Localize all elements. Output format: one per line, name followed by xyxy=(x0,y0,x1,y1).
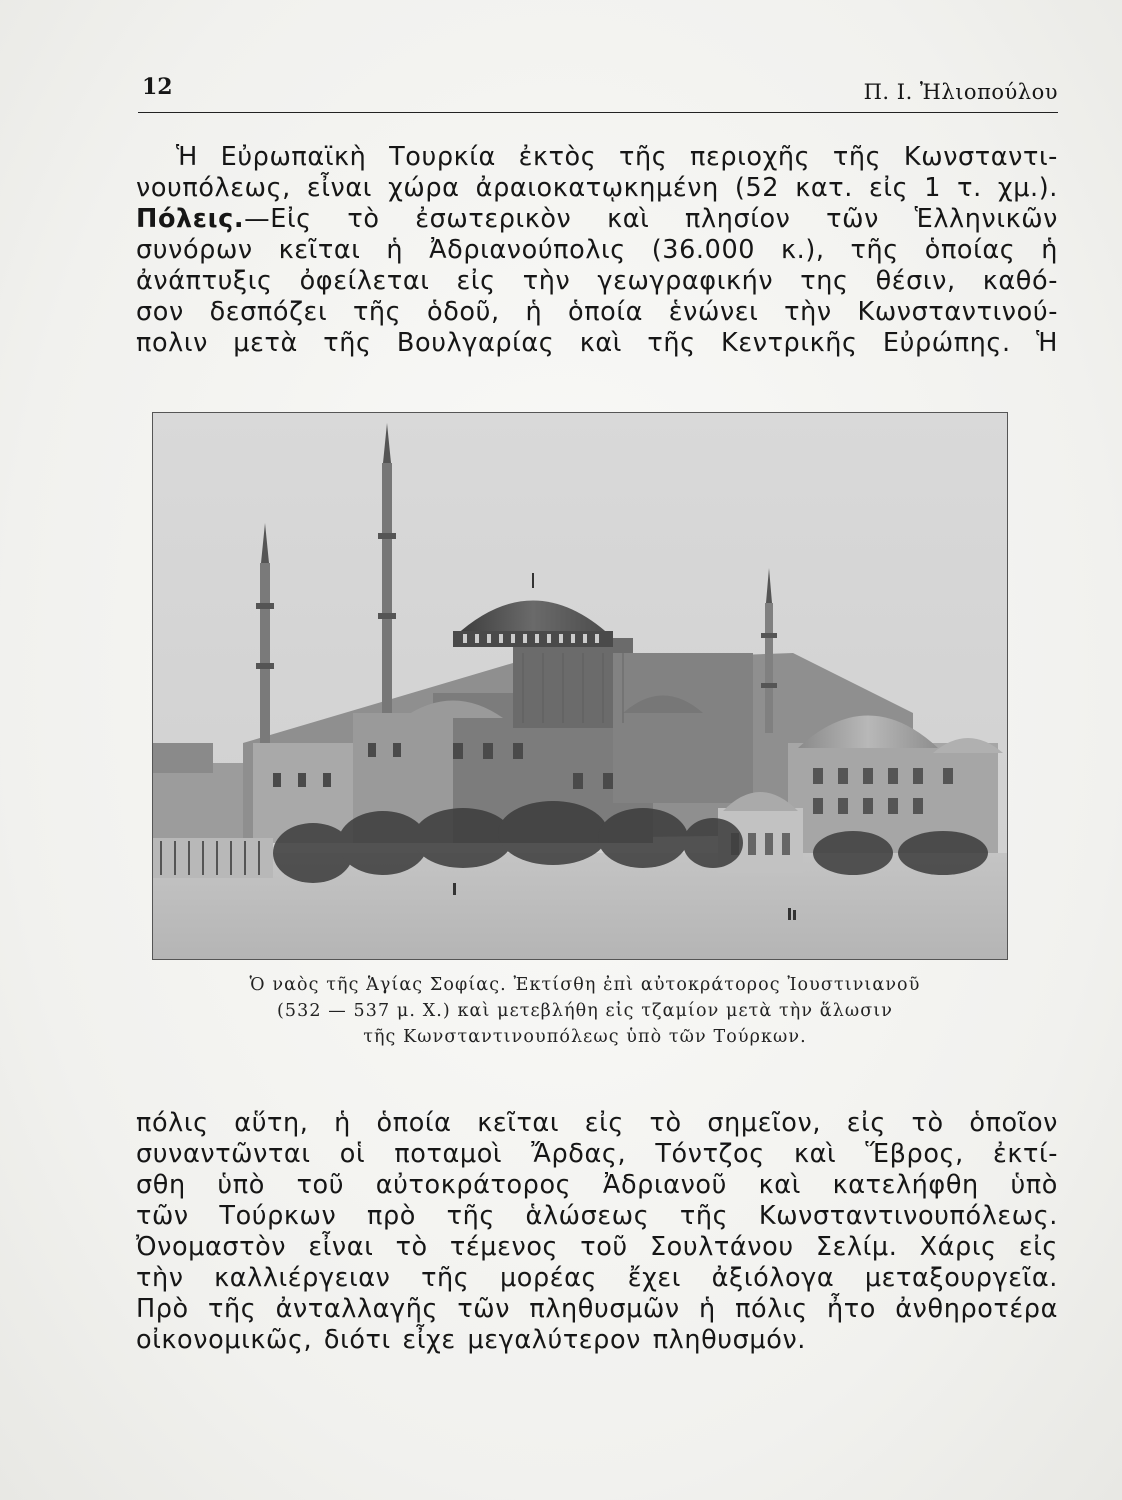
paragraph-adrianople xyxy=(136,1108,1058,1356)
text-line: σθη ὑπὸ τοῦ αὐτοκράτορος Ἀδριανοῦ καὶ κατελήφθη ὑπὸ xyxy=(136,1170,1058,1200)
running-head: Π. Ι. Ἠλιοπούλου xyxy=(863,80,1058,104)
hagia-sophia-photo xyxy=(152,412,1008,960)
text-line: τῶν Τούρκων πρὸ τῆς ἁλώσεως τῆς Κωνσταντινουπόλεως. xyxy=(136,1201,1058,1231)
text-line: νουπόλεως, εἶναι χώρα ἀραιοκατῳκημένη (52 κατ. εἰς 1 τ. χμ.). xyxy=(136,173,1058,203)
section-heading-cities: Πόλεις. xyxy=(136,204,245,234)
text-line xyxy=(136,204,1058,235)
text-line: Πρὸ τῆς ἀνταλλαγῆς τῶν πληθυσμῶν ἡ πόλις ἦτο ἀνθηροτέρα xyxy=(136,1294,1058,1324)
text-line: πολιν μετὰ τῆς Βουλγαρίας καὶ τῆς Κεντρικῆς Εὐρώπης. Ἡ xyxy=(136,328,1058,358)
header-rule xyxy=(138,112,1058,113)
paragraph-europe-turkey xyxy=(136,142,1058,359)
text-line: ἀνάπτυξις ὀφείλεται εἰς τὴν γεωγραφικήν της θέσιν, καθό- xyxy=(136,266,1058,296)
caption-line: Ὁ ναὸς τῆς Ἁγίας Σοφίας. Ἐκτίσθη ἐπὶ αὐτοκράτορος Ἰουστινιανοῦ xyxy=(249,975,921,995)
caption-line: τῆς Κωνσταντινουπόλεως ὑπὸ τῶν Τούρκων. xyxy=(363,1027,807,1047)
page-number: 12 xyxy=(142,74,173,100)
caption-line: (532 — 537 μ. Χ.) καὶ μετεβλήθη εἰς τζαμίον μετὰ τὴν ἅλωσιν xyxy=(276,1001,893,1021)
text-line: σον δεσπόζει τῆς ὁδοῦ, ἡ ὁποία ἑνώνει τὴν Κωνσταντινού- xyxy=(136,297,1058,327)
text-line: Ἡ Εὐρωπαϊκὴ Τουρκία ἐκτὸς τῆς περιοχῆς τῆς Κωνσταντι- xyxy=(176,142,1058,172)
text-line-rest: —Εἰς τὸ ἐσωτερικὸν καὶ πλησίον τῶν Ἑλληνικῶν xyxy=(244,204,1058,234)
text-line: οἰκονομικῶς, διότι εἶχε μεγαλύτερον πληθυσμόν. xyxy=(136,1325,806,1355)
page-header xyxy=(138,70,1058,110)
photo-illustration xyxy=(153,413,1007,959)
text-line: πόλις αὕτη, ἡ ὁποία κεῖται εἰς τὸ σημεῖον, εἰς τὸ ὁποῖον xyxy=(136,1108,1058,1138)
text-line: συνόρων κεῖται ἡ Ἀδριανούπολις (36.000 κ.), τῆς ὁποίας ἡ xyxy=(136,235,1058,265)
text-line: τὴν καλλιέργειαν τῆς μορέας ἔχει ἀξιόλογα μεταξουργεῖα. xyxy=(136,1263,1058,1293)
text-line: Ὀνομαστὸν εἶναι τὸ τέμενος τοῦ Σουλτάνου Σελίμ. Χάρις εἰς xyxy=(136,1232,1058,1262)
figure-caption xyxy=(160,972,1010,1050)
text-line: συναντῶνται οἱ ποταμοὶ Ἄρδας, Τόντζος καὶ Ἕβρος, ἐκτί- xyxy=(136,1139,1058,1169)
